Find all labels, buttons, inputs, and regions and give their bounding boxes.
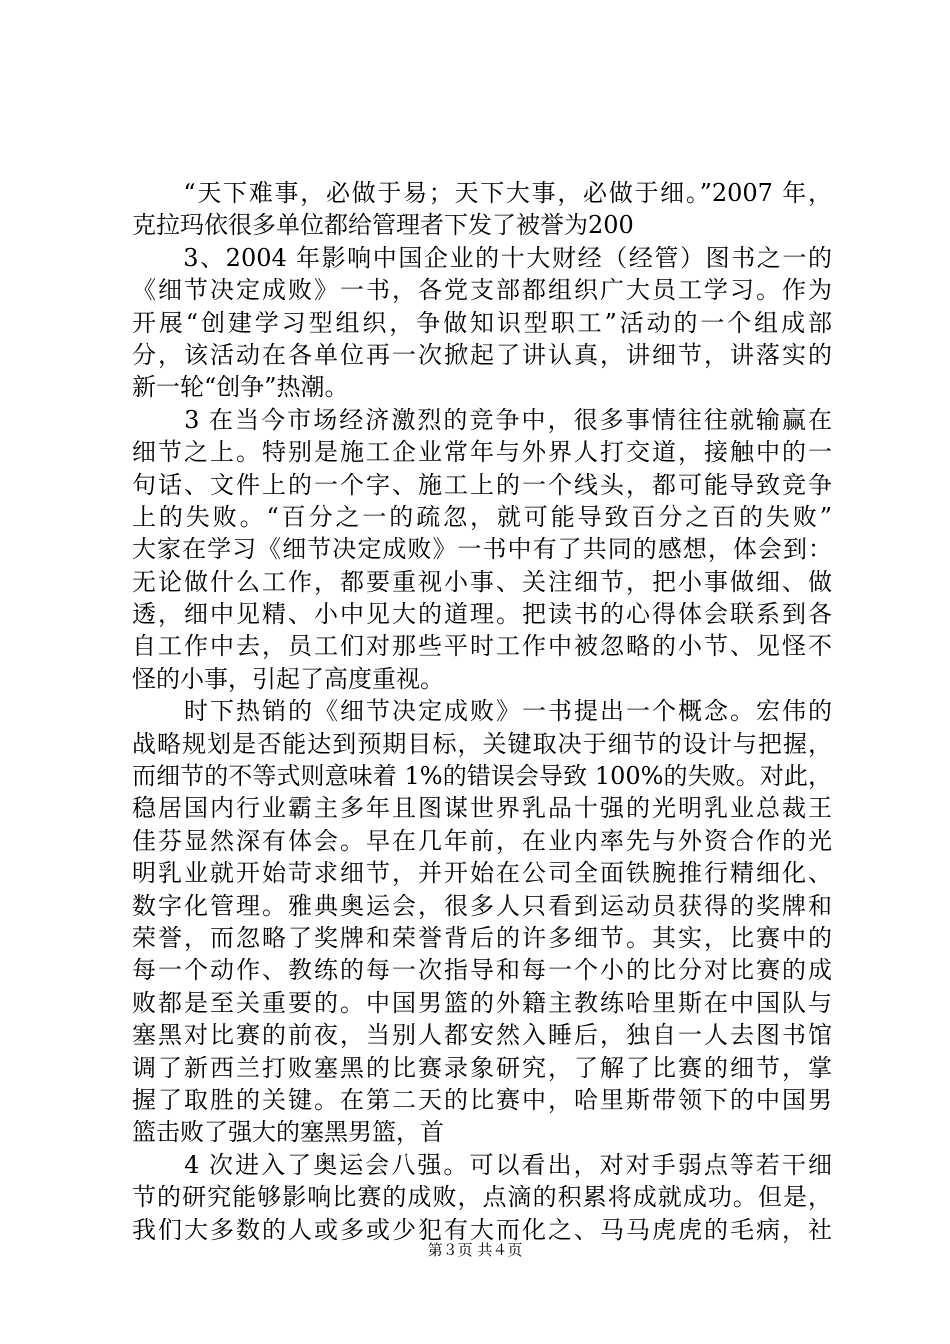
text-line: 《细节决定成败》一书，各党支部都组织广大员工学习。作为 (132, 276, 832, 305)
text-line: 细节之上。特别是施工企业常年与外界人打交道，接触中的一 (132, 438, 832, 467)
text-line: 3、2004 年影响中国企业的十大财经（经管）图书之一的 (132, 243, 832, 272)
text-line: 数字化管理。雅典奥运会，很多人只看到运动员获得的奖牌和 (132, 891, 832, 920)
text-line: 而细节的不等式则意味着 1%的错误会导致 100%的失败。对此， (132, 762, 832, 791)
text-line: 大家在学习《细节决定成败》一书中有了共同的感想，体会到： (132, 535, 832, 564)
text-line: 荣誉，而忽略了奖牌和荣誉背后的许多细节。其实，比赛中的 (132, 923, 832, 952)
text-line: 塞黑对比赛的前夜，当别人都安然入睡后，独自一人去图书馆 (132, 1021, 832, 1050)
text-line: 调了新西兰打败塞黑的比赛录象研究，了解了比赛的细节，掌 (132, 1053, 832, 1082)
text-line: 克拉玛依很多单位都给管理者下发了被誉为200 (132, 211, 634, 240)
text-line: 我们大多数的人或多或少犯有大而化之、马马虎虎的毛病，社 (132, 1215, 832, 1244)
body-text (132, 177, 832, 1246)
text-line: 明乳业就开始苛求细节，并开始在公司全面铁腕推行精细化、 (132, 859, 832, 888)
text-line: 篮击败了强大的塞黑男篮，首 (132, 1118, 444, 1147)
text-line: 每一个动作、教练的每一次指导和每一个小的比分对比赛的成 (132, 956, 832, 985)
text-line: 握了取胜的关键。在第二天的比赛中，哈里斯带领下的中国男 (132, 1085, 832, 1114)
text-line: 节的研究能够影响比赛的成败，点滴的积累将成就成功。但是， (132, 1183, 832, 1212)
text-line: “天下难事，必做于易；天下大事，必做于细。”2007 年， (132, 179, 832, 207)
text-line: 句话、文件上的一个字、施工上的一个线头，都可能导致竞争 (132, 470, 832, 499)
text-line: 怪的小事，引起了高度重视。 (132, 664, 444, 693)
text-line: 自工作中去，员工们对那些平时工作中被忽略的小节、见怪不 (132, 632, 832, 661)
text-line: 稳居国内行业霸主多年且图谋世界乳品十强的光明乳业总裁王 (132, 794, 832, 823)
text-line: 透，细中见精、小中见大的道理。把读书的心得体会联系到各 (132, 600, 832, 629)
text-line: 开展“创建学习型组织，争做知识型职工”活动的一个组成部 (132, 308, 832, 337)
text-line: 3 在当今市场经济激烈的竞争中，很多事情往往就输赢在 (132, 405, 832, 434)
text-line: 佳芬显然深有体会。早在几年前，在业内率先与外资合作的光 (132, 826, 832, 855)
text-line: 无论做什么工作，都要重视小事、关注细节，把小事做细、做 (132, 567, 832, 596)
text-line: 新一轮“创争”热潮。 (132, 373, 349, 402)
text-line: 4 次进入了奥运会八强。可以看出，对对手弱点等若干细 (132, 1150, 832, 1179)
page-footer: 第３页 共４页 (427, 1241, 523, 1259)
text-line: 分，该活动在各单位再一次掀起了讲认真，讲细节，讲落实的 (132, 340, 832, 369)
text-line: 时下热销的《细节决定成败》一书提出一个概念。宏伟的 (132, 697, 832, 726)
text-line: 败都是至关重要的。中国男篮的外籍主教练哈里斯在中国队与 (132, 988, 832, 1017)
text-line: 上的失败。“百分之一的疏忽，就可能导致百分之百的失败” (132, 502, 832, 531)
text-line: 战略规划是否能达到预期目标，关键取决于细节的设计与把握， (132, 729, 832, 758)
